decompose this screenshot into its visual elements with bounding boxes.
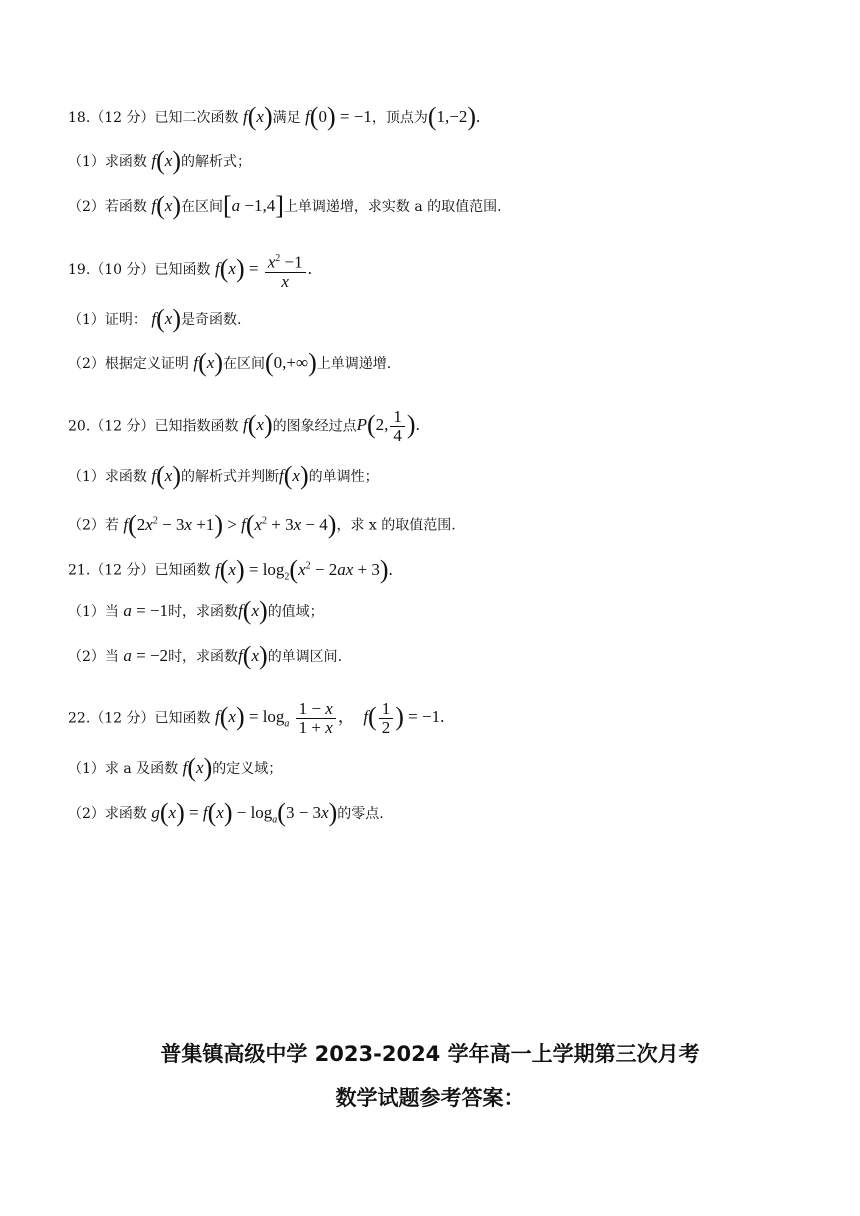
question-18: 18.（12 分）已知二次函数 f(x)满足 f(0) = −1，顶点为(1,−2).	[68, 102, 481, 131]
question-20-part-2: （2）若 $f(2x^2 - 3x +1) > f(x^2 + 3x - 4)$，求 x 的取值范围.	[68, 509, 456, 539]
question-21-part-2: （2）当 a = −2时，求函数f(x)的单调区间.	[68, 641, 343, 670]
question-20-part-1: （1）求函数 f(x)的解析式并判断f(x)的单调性；	[68, 461, 379, 490]
answer-subtitle: 数学试题参考答案：	[335, 1086, 525, 1110]
question-19: 19.（10 分）已知函数 f(x) = $\frac{x^2 -1}{x}$ .	[68, 250, 312, 291]
question-18-part-2: （2）若函数 f(x)在区间[a −1,4]上单调递增，求实数 a 的取值范围.	[68, 191, 502, 220]
question-21: 21.（12 分）已知函数 $f(x) = \log_2(x^2 - 2ax + 3)$.	[68, 554, 393, 584]
question-20: 20.（12 分）已知指数函数 f(x)的图象经过点P(2, $\frac{1}{4}$ ).	[68, 407, 420, 445]
question-18-part-1: （1）求函数 f(x)的解析式；	[68, 146, 251, 175]
answer-title: 普集镇高级中学 2023-2024 学年高一上学期第三次月考	[160, 1042, 700, 1066]
question-22-part-1: （1）求 a 及函数 f(x)的定义域；	[68, 753, 283, 782]
question-22: 22.（12 分）已知函数 $f(x) = \log_a$ $\frac{1 - x}{1 + x}$ ， f( $\frac{1}{2}$ ) = −1.	[68, 699, 445, 737]
question-21-part-1: （1）当 a = −1时，求函数f(x)的值域；	[68, 596, 324, 625]
question-22-part-2: （2）求函数 $g(x) = f(x) - \log_a(3 - 3x)$的零点.	[68, 798, 384, 827]
question-19-part-2: （2）根据定义证明 f(x)在区间(0,+∞)上单调递增.	[68, 348, 392, 377]
question-19-part-1: （1）证明： f(x)是奇函数.	[68, 304, 242, 333]
